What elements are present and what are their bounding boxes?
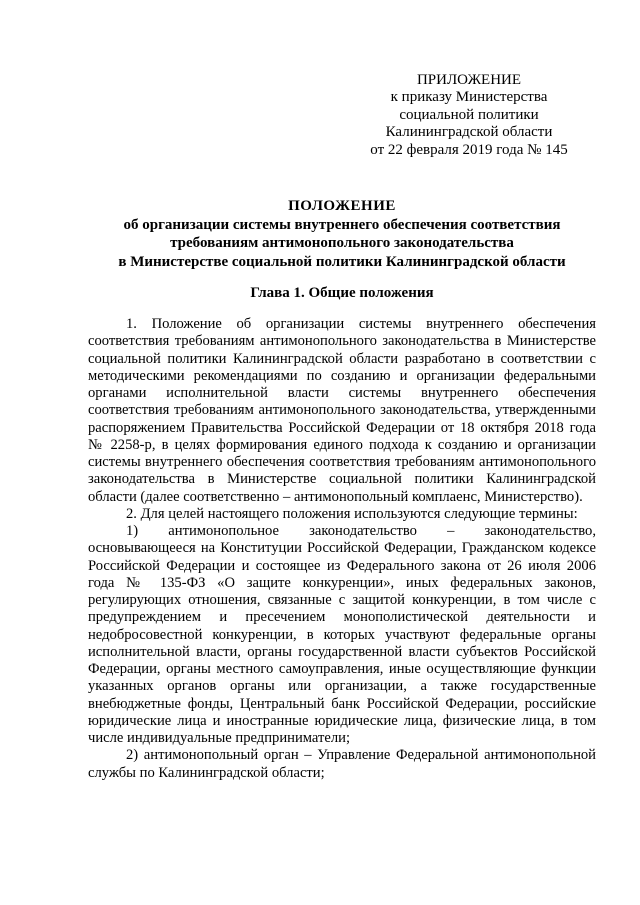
paragraph-4: 2) антимонопольный орган – Управление Федеральной антимонопольной службы по Калининградской области; bbox=[88, 747, 596, 781]
title-line-1: об организации системы внутреннего обеспечения соответствия bbox=[123, 216, 561, 233]
appendix-header bbox=[335, 72, 603, 159]
appendix-region: Калининградской области bbox=[385, 124, 553, 141]
title-line-2: требованиям антимонопольного законодательства bbox=[170, 235, 514, 252]
document-body bbox=[88, 316, 596, 782]
appendix-order-ref: к приказу Министерства bbox=[390, 89, 548, 106]
document-title bbox=[88, 197, 596, 271]
paragraph-1: 1. Положение об организации системы внутреннего обеспечения соответствия требованиям антимонопольного законодательства в Министерстве социальной политики Калининградской области разработано в соответствии с методическими рекомендациями по созданию и организации федеральными органами исполнительной власти системы внутреннего обеспечения соответствия требованиям антимонопольного законодательства, утвержденными распоряжением Правительства Российской Федерации от 18 октября 2018 года № 2258-р, в целях формирования единого подхода к созданию и организации системы внутреннего обеспечения соответствия требованиям антимонопольного законодательства в Министерстве социальной политики Калининградской области (далее соответственно – антимонопольный комплаенс, Министерство). bbox=[88, 316, 596, 505]
title-line-3: в Министерстве социальной политики Калининградской области bbox=[118, 253, 566, 270]
appendix-ministry: социальной политики bbox=[399, 106, 539, 123]
chapter-heading: Глава 1. Общие положения bbox=[250, 285, 434, 301]
paragraph-2: 2. Для целей настоящего положения используются следующие термины: bbox=[126, 505, 578, 522]
paragraph-3: 1) антимонопольное законодательство – законодательство, основывающееся на Конституции Российской Федерации, Гражданском кодексе Российской Федерации и состоящее из Федерального закона от 26 июля 2006 года № 135-ФЗ «О защите конкуренции», иных федеральных законов, регулирующих отношения, связанные с защитой конкуренции, в том числе с предупреждением и пресечением монополистической деятельности и недобросовестной конкуренции, в которых участвуют федеральные органы исполнительной власти, органы государственной власти субъектов Российской Федерации, органы местного самоуправления, иные осуществляющие функции указанных органов органы или организации, а также государственные внебюджетные фонды, Центральный банк Российской Федерации, российские юридические лица и иностранные юридические лица, физические лица, в том числе индивидуальные предприниматели; bbox=[88, 523, 596, 746]
appendix-date-number: от 22 февраля 2019 года № 145 bbox=[370, 141, 568, 158]
appendix-label: ПРИЛОЖЕНИЕ bbox=[416, 72, 522, 88]
title-main: ПОЛОЖЕНИЕ bbox=[288, 198, 396, 214]
